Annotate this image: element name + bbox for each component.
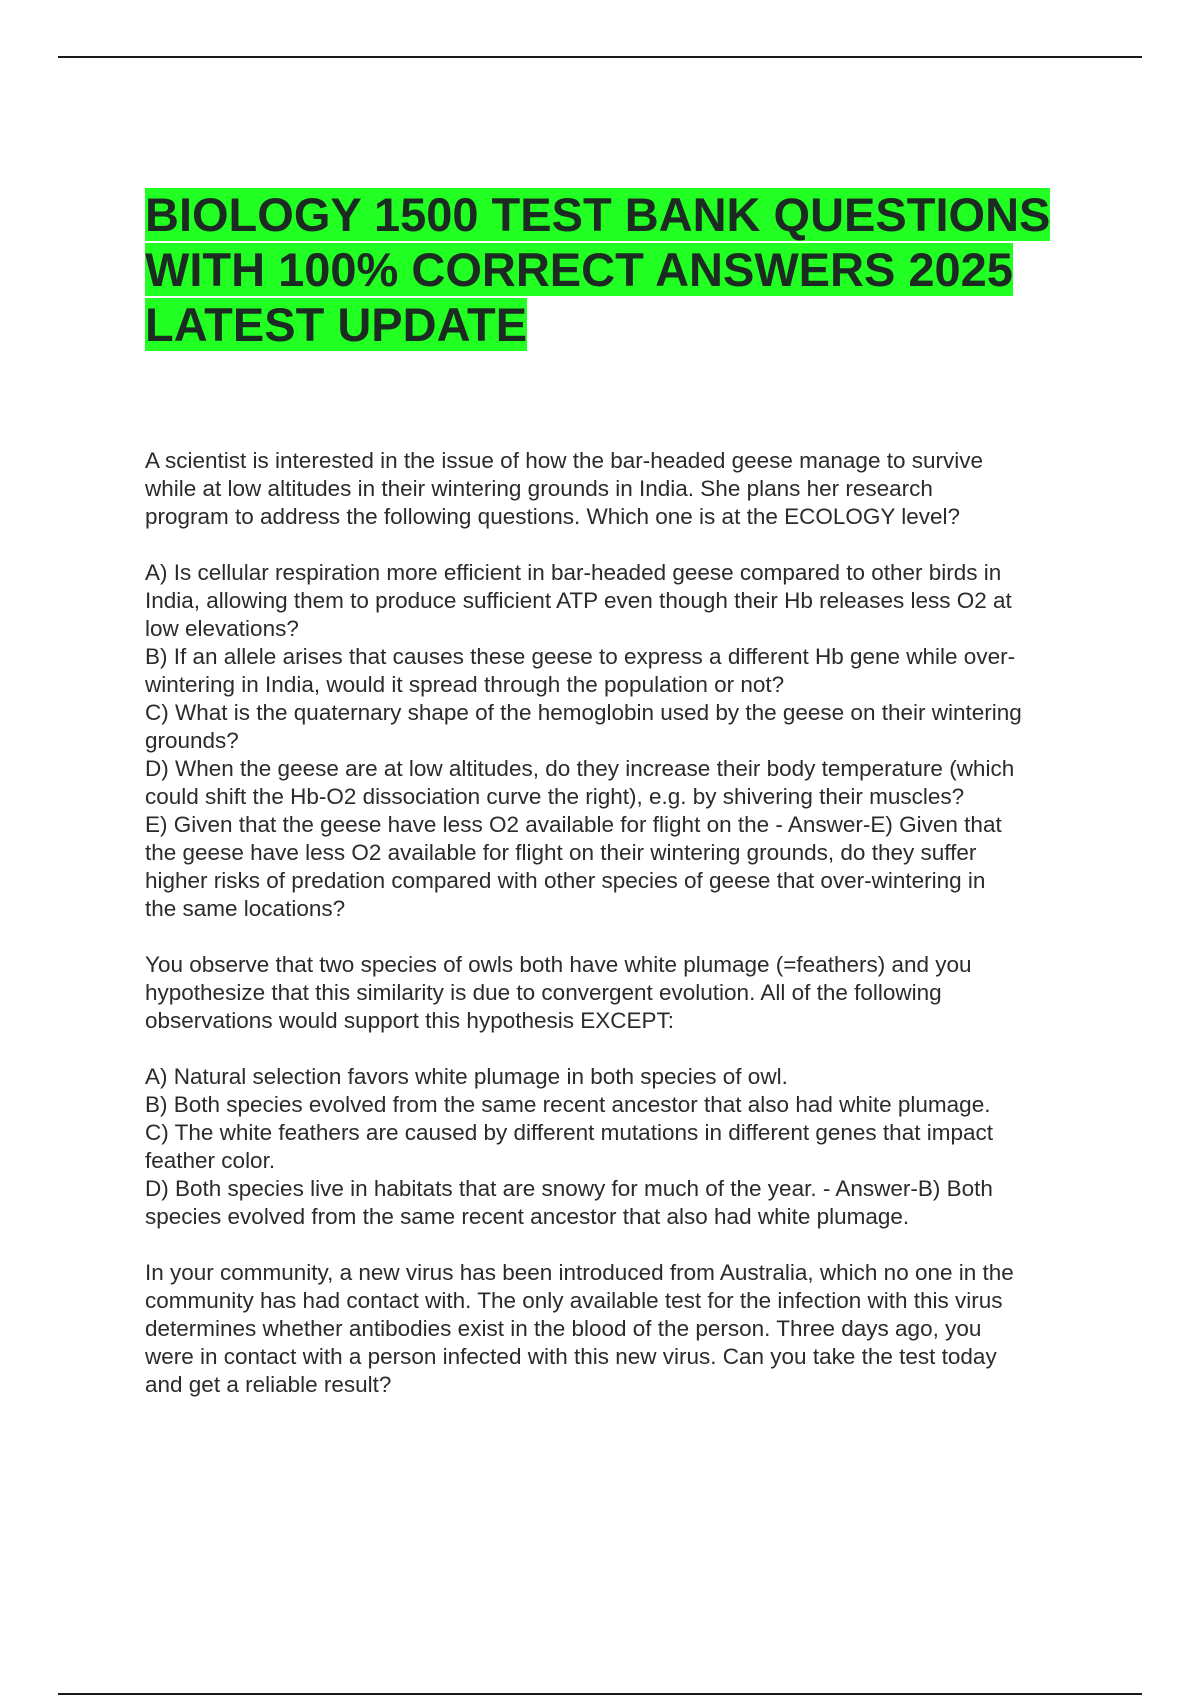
bottom-rule <box>58 1693 1142 1695</box>
question-3-prompt-line: were in contact with a person infected with this new virus. Can you take the test today <box>145 1344 997 1369</box>
question-3-prompt-line: and get a reliable result? <box>145 1372 392 1397</box>
question-1-option-line: grounds? <box>145 728 239 753</box>
top-rule <box>58 56 1142 58</box>
question-2-option-line: A) Natural selection favors white plumage in both species of owl. <box>145 1064 788 1089</box>
question-1-option-line: D) When the geese are at low altitudes, do they increase their body temperature (which <box>145 756 1015 781</box>
question-3-prompt-line: In your community, a new virus has been introduced from Australia, which no one in the <box>145 1260 1014 1285</box>
question-2-prompt-line: You observe that two species of owls both have white plumage (=feathers) and you <box>145 952 972 977</box>
paragraph-gap <box>145 923 1095 951</box>
title-line: BIOLOGY 1500 TEST BANK QUESTIONS <box>145 188 1051 241</box>
paragraph-gap <box>145 1231 1095 1259</box>
question-1-prompt-line: A scientist is interested in the issue of how the bar-headed geese manage to survive <box>145 448 983 473</box>
question-1-option-line: A) Is cellular respiration more efficient in bar-headed geese compared to other birds in <box>145 560 1002 585</box>
question-2-prompt-line: hypothesize that this similarity is due to convergent evolution. All of the following <box>145 980 942 1005</box>
question-1-option-line: C) What is the quaternary shape of the hemoglobin used by the geese on their wintering <box>145 700 1022 725</box>
document-title <box>145 187 1145 352</box>
question-3-prompt-line: community has had contact with. The only available test for the infection with this virus <box>145 1288 1003 1313</box>
question-2-prompt-line: observations would support this hypothesis EXCEPT: <box>145 1008 675 1033</box>
question-1-option-line: low elevations? <box>145 616 299 641</box>
paragraph-gap <box>145 1035 1095 1063</box>
paragraph-gap <box>145 531 1095 559</box>
question-2-option-line: D) Both species live in habitats that are snowy for much of the year. - Answer-B) Both <box>145 1176 993 1201</box>
question-3-prompt-line: determines whether antibodies exist in the blood of the person. Three days ago, you <box>145 1316 982 1341</box>
title-line: WITH 100% CORRECT ANSWERS 2025 <box>145 243 1013 296</box>
document-body <box>145 447 1095 1399</box>
question-1-option-line: the geese have less O2 available for flight on their wintering grounds, do they suffer <box>145 840 977 865</box>
question-1-prompt-line: while at low altitudes in their wintering grounds in India. She plans her research <box>145 476 933 501</box>
question-2-option-line: feather color. <box>145 1148 276 1173</box>
question-2-option-line: B) Both species evolved from the same recent ancestor that also had white plumage. <box>145 1092 991 1117</box>
question-1-option-line: could shift the Hb-O2 dissociation curve the right), e.g. by shivering their muscles? <box>145 784 965 809</box>
question-1-option-line: B) If an allele arises that causes these geese to express a different Hb gene while over- <box>145 644 1016 669</box>
question-1-option-line: E) Given that the geese have less O2 available for flight on the - Answer-E) Given that <box>145 812 1002 837</box>
question-1-option-line: India, allowing them to produce sufficient ATP even though their Hb releases less O2 at <box>145 588 1012 613</box>
title-line: LATEST UPDATE <box>145 298 528 351</box>
question-1-prompt-line: program to address the following questions. Which one is at the ECOLOGY level? <box>145 504 961 529</box>
question-2-option-line: species evolved from the same recent ancestor that also had white plumage. <box>145 1204 910 1229</box>
question-1-option-line: wintering in India, would it spread through the population or not? <box>145 672 785 697</box>
question-1-option-line: the same locations? <box>145 896 346 921</box>
question-1-option-line: higher risks of predation compared with other species of geese that over-wintering in <box>145 868 986 893</box>
question-2-option-line: C) The white feathers are caused by different mutations in different genes that impact <box>145 1120 993 1145</box>
